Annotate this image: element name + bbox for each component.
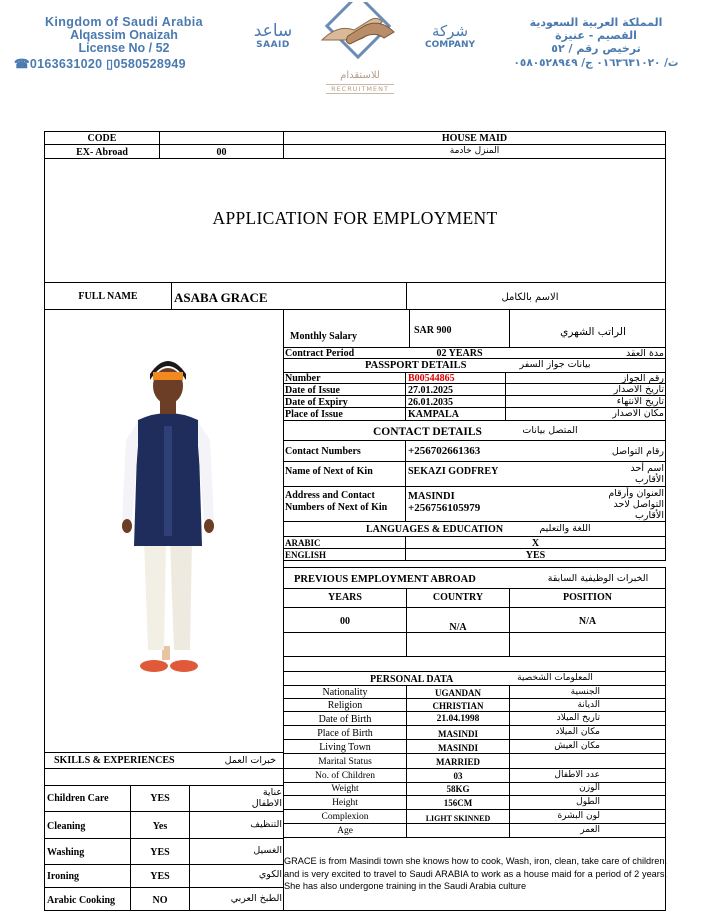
skill-ar-2: الاطفال (251, 798, 282, 809)
personal-row-value: 156CM (443, 798, 473, 808)
letterhead-license: License No / 52 (78, 41, 170, 55)
passport-number-label: Number (285, 373, 321, 384)
personal-row-label: Nationality (322, 687, 368, 698)
skill-value: YES (150, 847, 170, 858)
kin-address-value-1: MASINDI (408, 491, 455, 502)
salary-value: SAR 900 (414, 325, 452, 336)
issue-place-label: Place of Issue (285, 409, 343, 420)
english-value: YES (525, 550, 546, 561)
personal-row-value: 58KG (446, 784, 470, 794)
code-value-cell (159, 131, 284, 145)
personal-row-ar: العمر (580, 825, 600, 835)
salary-label: Monthly Salary (290, 331, 357, 342)
personal-header: PERSONAL DATA (370, 674, 454, 685)
kin-name-ar-1: اسم أحد (630, 463, 664, 474)
employment-col-country: COUNTRY (432, 592, 484, 603)
letterhead-city: Alqassim Onaizah (70, 28, 178, 42)
languages-header-ar: اللغة والتعليم (539, 523, 591, 534)
kin-address-ar-2: التواصل لاحد (613, 499, 664, 510)
kin-name-value: SEKAZI GODFREY (408, 466, 499, 477)
personal-row-value: MASINDI (437, 743, 478, 753)
personal-row-label: Living Town (319, 742, 371, 753)
passport-header-ar: بيانات جواز السفر (519, 359, 591, 370)
personal-header-ar: المعلومات الشخصية (517, 673, 593, 683)
kin-name-label: Name of Next of Kin (285, 466, 373, 477)
employment-country-value: N/A (449, 622, 467, 633)
kin-address-label-1: Address and Contact (285, 490, 375, 501)
languages-header: LANGUAGES & EDUCATION (366, 524, 504, 535)
contract-ar: مدة العقد (626, 348, 664, 359)
personal-row-label: No. of Children (315, 771, 375, 781)
passport-number-ar: رقم الجواز (621, 373, 664, 384)
personal-row-ar: الديانة (577, 700, 600, 710)
full-name-label: FULL NAME (78, 291, 138, 302)
code-label: CODE (87, 133, 117, 144)
personal-row-ar: تاريخ الميلاد (556, 713, 600, 723)
personal-row-label: Religion (327, 700, 363, 711)
skill-value: YES (150, 871, 170, 882)
skill-ar: عناية (262, 787, 282, 798)
kin-address-ar-1: العنوان وأرقام (608, 488, 664, 499)
applicant-photo (120, 350, 216, 680)
employment-header-ar: الخبرات الوظيفية السابقة (547, 573, 649, 584)
contact-numbers-value: +256702661363 (408, 445, 481, 457)
kin-address-ar-3: الأقارب (634, 510, 664, 521)
employment-header: PREVIOUS EMPLOYMENT ABROAD (294, 574, 476, 585)
job-title-ar: المنزل خادمة (449, 146, 500, 156)
issue-date-label: Date of Issue (285, 385, 340, 396)
contract-label: Contract Period (285, 348, 355, 359)
employment-position-value: N/A (578, 616, 597, 627)
personal-row-ar: الجنسية (570, 687, 600, 697)
contact-numbers-label: Contact Numbers (285, 446, 361, 457)
contact-header-ar: المتصل بيانات (522, 425, 578, 436)
contact-numbers-ar: رقام التواصل (611, 446, 664, 457)
passport-number-value: B00544865 (408, 373, 455, 384)
arabic-value: X (531, 538, 540, 549)
contact-header: CONTACT DETAILS (373, 426, 482, 438)
skill-label: Arabic Cooking (47, 895, 116, 906)
personal-row-ar: عدد الاطفال (554, 770, 600, 780)
kin-address-value-2: +256756105979 (408, 502, 481, 514)
personal-row-ar: لون البشرة (557, 811, 600, 821)
skill-ar: الطبخ العربي (230, 893, 282, 904)
skill-ar: التنظيف (250, 819, 282, 830)
salary-ar: الراتب الشهري (560, 326, 626, 338)
skill-value: Yes (152, 821, 168, 832)
personal-row-label: Place of Birth (317, 728, 373, 739)
employment-col-years: YEARS (328, 592, 362, 603)
personal-row-label: Age (337, 826, 353, 836)
personal-row-value: 21.04.1998 (436, 714, 480, 724)
personal-row-ar: الوزن (579, 783, 600, 793)
personal-row-value: MARRIED (436, 757, 480, 767)
skill-label: Children Care (47, 793, 109, 804)
personal-row-label: Marital Status (318, 757, 372, 767)
skill-label: Cleaning (47, 821, 86, 832)
employment-col-position: POSITION (563, 592, 612, 603)
personal-row-value: MASINDI (437, 729, 478, 739)
expiry-date-label: Date of Expiry (285, 397, 348, 408)
employment-years-value: 00 (340, 616, 350, 627)
job-title-en: HOUSE MAID (441, 133, 508, 144)
kin-address-label-2: Numbers of Next of Kin (285, 502, 388, 513)
logo-company-text: شركة COMPANY (425, 22, 475, 50)
personal-row-value: LIGHT SKINNED (425, 814, 491, 823)
skill-ar: الغسيل (253, 845, 282, 856)
applicant-remarks: GRACE is from Masindi town she knows how to cook, Wash, iron, clean, take care of children. and is very excited to travel to Saudi ARABIA to work as a house maid for a period of 2 years. She has also undergone training in the Saudi Arabia culture (284, 856, 667, 891)
skills-header: SKILLS & EXPERIENCES (54, 755, 175, 766)
skills-header-ar: خبرات العمل (224, 755, 276, 766)
kin-name-ar-2: الأقارب (634, 474, 664, 485)
full-name-ar: الاسم بالكامل (501, 292, 559, 303)
issue-place-ar: مكان الاصدار (612, 408, 664, 419)
letterhead-arabic: المملكة العربية السعودية القصيم - عنيزة ترخيص رقم / ٥٢ ت/ ٠١٦٣٦٣١٠٢٠ ج/ ٠٥٨٠٥٢٨٩٤٩ (513, 16, 679, 69)
personal-row-label: Height (332, 798, 358, 808)
handshake-logo-icon (318, 2, 398, 66)
ex-abroad-value: 00 (216, 147, 227, 158)
logo-saaid-text: ساعد SAAID (253, 21, 293, 50)
issue-date-value: 27.01.2025 (408, 385, 453, 396)
letterhead-english (14, 16, 234, 72)
skill-ar: الكوي (258, 869, 282, 880)
ex-abroad-label: EX- Abroad (76, 147, 128, 158)
passport-header: PASSPORT DETAILS (365, 360, 467, 371)
personal-row-ar: مكان العيش (554, 741, 600, 751)
english-label: ENGLISH (285, 550, 327, 560)
skill-value: NO (152, 895, 168, 906)
personal-row-value: UGANDAN (435, 688, 481, 698)
personal-row-value: 03 (453, 771, 463, 781)
personal-row-label: Date of Birth (318, 714, 372, 725)
personal-row-ar: الطول (576, 797, 600, 807)
letterhead-country: Kingdom of Saudi Arabia (44, 15, 204, 29)
contract-value: 02 YEARS (436, 348, 483, 359)
issue-place-value: KAMPALA (408, 409, 459, 420)
skill-label: Washing (47, 847, 85, 858)
skill-value: YES (150, 793, 170, 804)
letterhead-phones: ☎0163631020 ▯0580528949 (14, 57, 186, 71)
arabic-label: ARABIC (285, 538, 321, 548)
issue-date-ar: تاريخ الاصدار (613, 384, 664, 395)
expiry-date-value: 26.01.2035 (408, 397, 453, 408)
personal-row-ar: مكان الميلاد (555, 727, 600, 737)
personal-row-label: Complexion (321, 812, 369, 822)
logo-recruitment-text: للاستقدام RECRUITMENT (320, 70, 400, 94)
personal-row-label: Weight (331, 784, 359, 794)
personal-row-value: CHRISTIAN (432, 701, 484, 711)
full-name-value: ASABA GRACE (174, 290, 268, 305)
expiry-date-ar: تاريخ الانتهاء (616, 396, 664, 407)
skill-label: Ironing (47, 871, 80, 882)
page-title: APPLICATION FOR EMPLOYMENT (212, 208, 498, 228)
